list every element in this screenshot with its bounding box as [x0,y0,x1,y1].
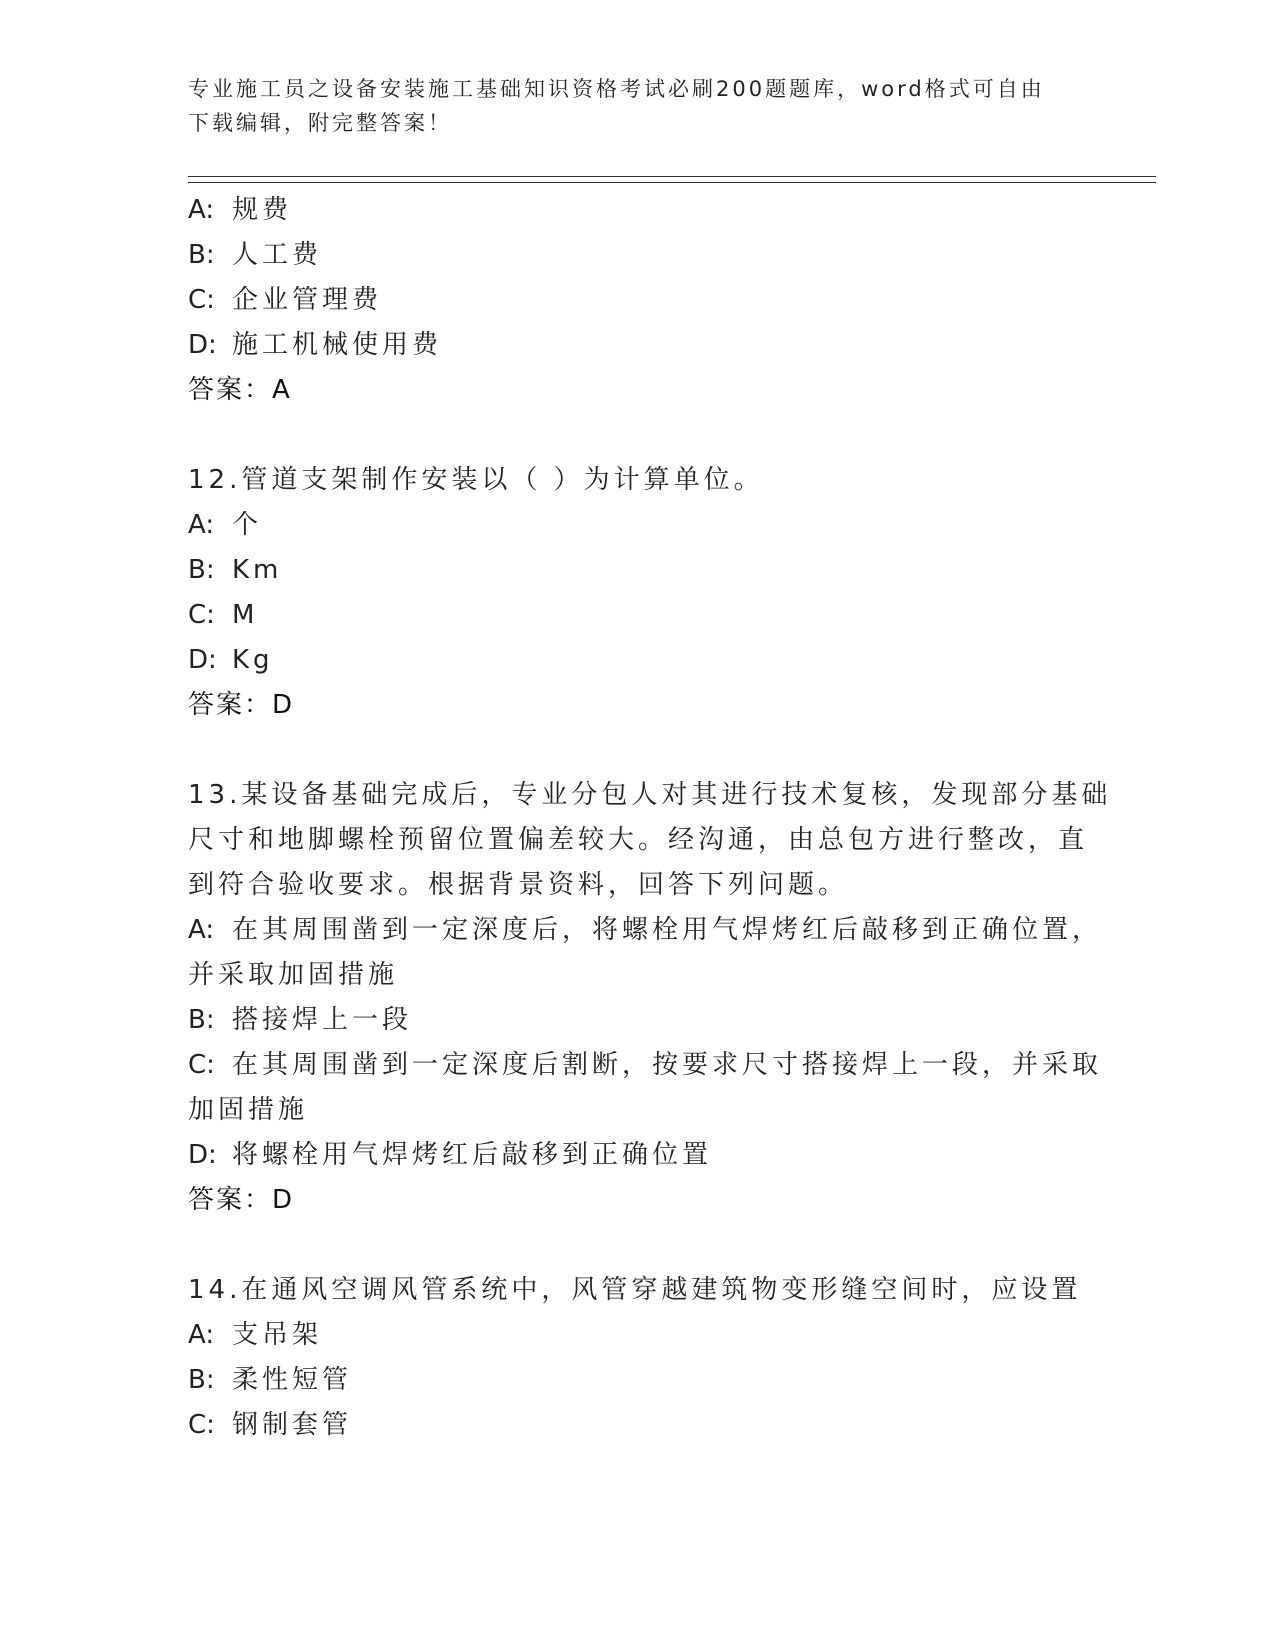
option-text: M [232,600,259,630]
option-text: Km [232,555,283,585]
option-text: 将螺栓用气焊烤红后敲移到正确位置 [232,1140,713,1170]
q12-option-c [188,592,1088,638]
header-rule-top [188,176,1156,177]
q13-option-d [188,1132,1088,1178]
q13-option-c [188,1042,1103,1088]
q14-stem: 14.在通风空调风管系统中，风管穿越建筑物变形缝空间时，应设置 [188,1275,1082,1305]
option-text: 在其周围凿到一定深度后，将螺栓用气焊烤红后敲移到正确位置， [232,915,1103,945]
q11-answer: 答案：A [188,375,292,405]
option-label: C: [188,1410,215,1440]
header-rule-bottom [188,182,1156,183]
q11-option-d [188,322,1088,368]
option-label: A: [188,510,215,540]
q13-option-a-continued: 并采取加固措施 [188,960,399,990]
q13-stem-line-2: 尺寸和地脚螺栓预留位置偏差较大。经沟通，由总包方进行整改，直 [188,825,1089,855]
option-text: 在其周围凿到一定深度后割断，按要求尺寸搭接焊上一段，并采取 [232,1050,1103,1080]
document-header [188,72,1068,140]
option-text: Kg [232,645,274,675]
q13-option-a [188,907,1103,953]
q12-option-d [188,637,1088,683]
q12-stem: 12.管道支架制作安装以（ ）为计算单位。 [188,465,764,495]
option-label: B: [188,1365,215,1395]
q13-option-c-continued: 加固措施 [188,1095,309,1125]
q13-option-b [188,997,1088,1043]
option-text: 人工费 [232,240,323,270]
q13-stem-line-1: 13.某设备基础完成后，专业分包人对其进行技术复核，发现部分基础 [188,780,1112,810]
option-text: 钢制套管 [232,1410,353,1440]
option-label: B: [188,240,215,270]
q12-option-a [188,502,1088,548]
q12-option-b [188,547,1088,593]
q13-stem-line-3: 到符合验收要求。根据背景资料，回答下列问题。 [188,870,849,900]
header-line-1: 专业施工员之设备安装施工基础知识资格考试必刷200题题库，word格式可自由 [188,77,1045,101]
header-line-2: 下载编辑，附完整答案！ [188,111,452,135]
option-label: C: [188,285,215,315]
option-label: B: [188,555,215,585]
q12-answer: 答案：D [188,690,295,720]
q14-option-c [188,1402,1088,1448]
option-label: A: [188,1320,215,1350]
option-text: 个 [232,510,263,540]
option-text: 支吊架 [232,1320,323,1350]
q13-answer: 答案：D [188,1185,295,1215]
option-text: 柔性短管 [232,1365,353,1395]
q14-option-b [188,1357,1088,1403]
option-label: C: [188,1050,215,1080]
q11-option-b [188,232,1088,278]
option-label: D: [188,1140,217,1170]
option-text: 施工机械使用费 [232,330,443,360]
option-text: 企业管理费 [232,285,383,315]
option-label: A: [188,195,215,225]
q14-option-a [188,1312,1088,1358]
q11-option-a [188,187,1088,233]
option-text: 搭接焊上一段 [232,1005,413,1035]
option-label: A: [188,915,215,945]
q11-option-c [188,277,1088,323]
option-label: D: [188,645,217,675]
option-label: B: [188,1005,215,1035]
option-label: D: [188,330,217,360]
option-label: C: [188,600,215,630]
option-text: 规费 [232,195,293,225]
